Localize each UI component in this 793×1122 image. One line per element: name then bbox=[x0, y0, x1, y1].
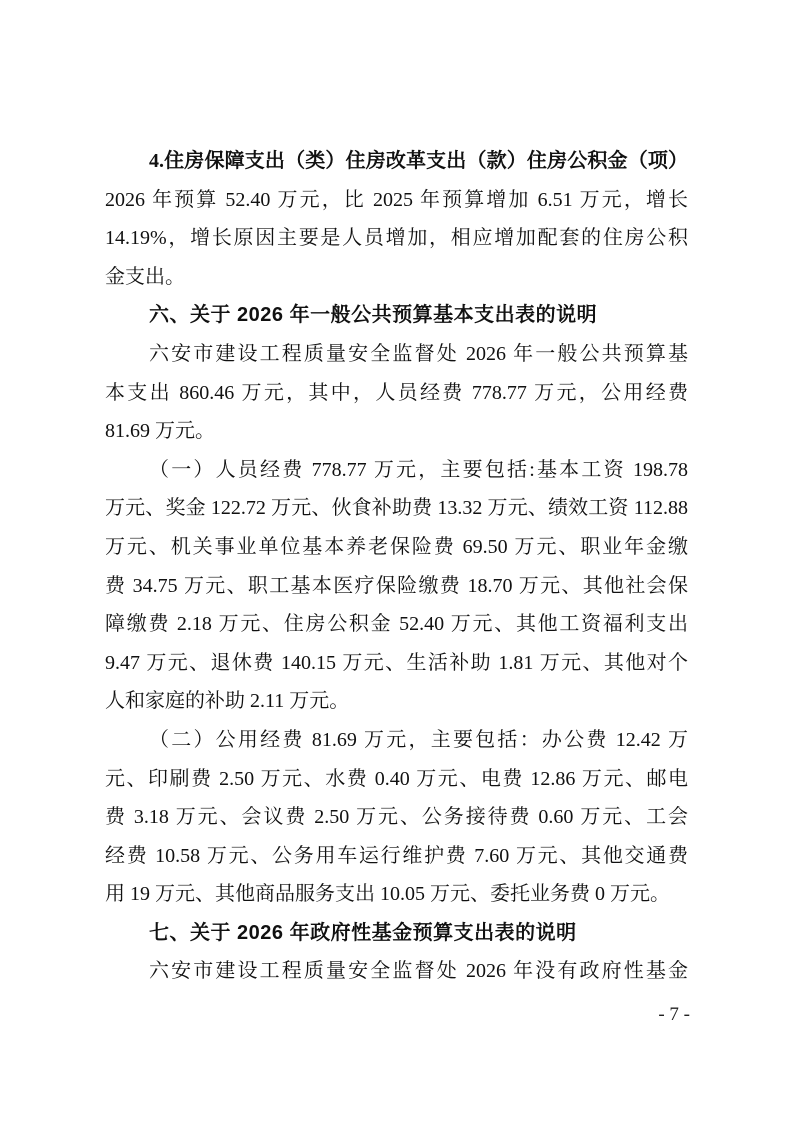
para-personnel-funds-line-2: 万元、机关事业单位基本养老保险费 69.50 万元、职业年金缴 bbox=[105, 535, 688, 558]
para-personnel-funds-line-3: 费 34.75 万元、职工基本医疗保险缴费 18.70 万元、其他社会保 bbox=[105, 574, 688, 597]
para-housing-security-item4-line-2: 14.19%，增长原因主要是人员增加，相应增加配套的住房公积 bbox=[105, 227, 688, 250]
para-public-funds-line-1: 元、印刷费 2.50 万元、水费 0.40 万元、电费 12.86 万元、邮电 bbox=[105, 767, 688, 790]
para-basic-expenditure-total-line-2: 81.69 万元。 bbox=[105, 420, 215, 443]
para-housing-security-item4-line-1: 2026 年预算 52.40 万元，比 2025 年预算增加 6.51 万元，增长 bbox=[105, 188, 688, 211]
para-public-funds-line-3: 经费 10.58 万元、公务用车运行维护费 7.60 万元、其他交通费 bbox=[105, 844, 688, 867]
para-basic-expenditure-total-line-1: 本支出 860.46 万元，其中，人员经费 778.77 万元，公用经费 bbox=[105, 381, 688, 404]
para-public-funds-line-4: 用 19 万元、其他商品服务支出 10.05 万元、委托业务费 0 万元。 bbox=[105, 883, 670, 906]
page-number: - 7 - bbox=[658, 1004, 690, 1025]
para-public-funds-line-2: 费 3.18 万元、会议费 2.50 万元、公务接待费 0.60 万元、工会 bbox=[105, 806, 688, 829]
para-personnel-funds-line-5: 9.47 万元、退休费 140.15 万元、生活补助 1.81 万元、其他对个 bbox=[105, 651, 688, 674]
para-government-fund-line-0: 六安市建设工程质量安全监督处 2026 年没有政府性基金 bbox=[149, 960, 688, 983]
para-basic-expenditure-total-line-0: 六安市建设工程质量安全监督处 2026 年一般公共预算基 bbox=[149, 342, 688, 365]
para-public-funds-line-0: （二）公用经费 81.69 万元，主要包括：办公费 12.42 万 bbox=[149, 728, 688, 751]
para-housing-security-item4-line-0: 4.住房保障支出（类）住房改革支出（款）住房公积金（项） bbox=[149, 150, 688, 172]
para-personnel-funds-line-0: （一）人员经费 778.77 万元，主要包括:基本工资 198.78 bbox=[149, 458, 688, 481]
document-content bbox=[105, 142, 688, 991]
para-housing-security-item4-line-3: 金支出。 bbox=[105, 265, 185, 288]
para-personnel-funds-line-4: 障缴费 2.18 万元、住房公积金 52.40 万元、其他工资福利支出 bbox=[105, 613, 688, 636]
heading-section-seven-line-0: 七、关于 2026 年政府性基金预算支出表的说明 bbox=[149, 921, 577, 944]
heading-section-six-line-0: 六、关于 2026 年一般公共预算基本支出表的说明 bbox=[149, 304, 598, 327]
para-personnel-funds-line-1: 万元、奖金 122.72 万元、伙食补助费 13.32 万元、绩效工资 112.88 bbox=[105, 497, 688, 520]
para-personnel-funds-line-6: 人和家庭的补助 2.11 万元。 bbox=[105, 690, 350, 713]
